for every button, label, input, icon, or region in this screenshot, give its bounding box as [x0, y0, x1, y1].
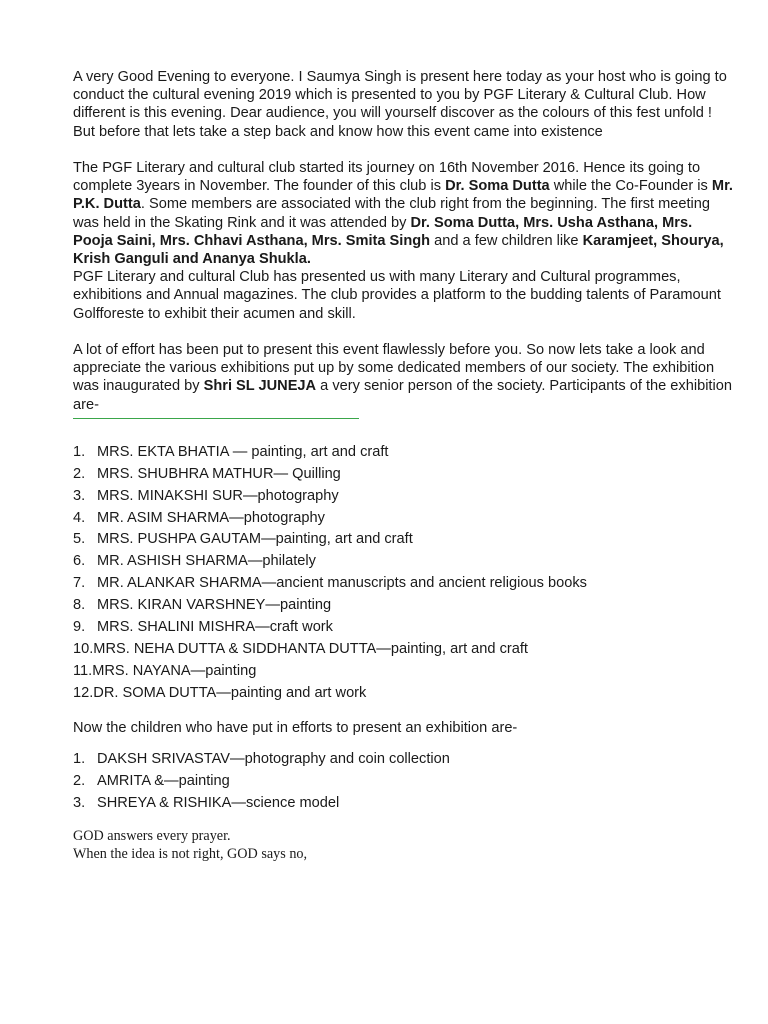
children-names: Karamjeet, Shourya, Krish Ganguli and Ananya Shukla. — [73, 232, 724, 268]
list-item-text: DR. SOMA DUTTA—painting and art work — [93, 684, 367, 701]
cofounder-name: Mr. P.K. Dutta — [73, 178, 733, 213]
history-text-2: while the Co-Founder is — [549, 178, 712, 195]
history-text-4: and a few children like — [430, 232, 583, 249]
list-item-number: 8. — [73, 597, 86, 614]
list-item — [73, 661, 733, 683]
list-item — [73, 442, 733, 464]
exhibition-text-1: A lot of effort has been put to present this event flawlessly before you. So now lets take a look and appreciate the various exhibitions put up by some dedicated members of our society. The exhibition was inaugurated by — [73, 342, 715, 395]
history-text-1: The PGF Literary and cultural club started its journey on 16th November 2016. Hence its going to complete 3years in November. The founder of this club is — [73, 160, 701, 195]
participants-list — [73, 442, 733, 705]
document-page — [73, 68, 733, 863]
list-item-text: MRS. SHUBHRA MATHUR— Quilling — [97, 465, 341, 482]
list-item-text: MRS. NEHA DUTTA & SIDDHANTA DUTTA—painting, art and craft — [93, 640, 528, 657]
list-item-number: 3. — [73, 487, 86, 504]
list-item — [73, 617, 733, 639]
exhibition-text-2: a very senior person of the society. Participants of the exhibition are- — [73, 378, 732, 413]
inaugurator-name: Shri SL JUNEJA — [203, 378, 317, 395]
list-item-text: MRS. MINAKSHI SUR—photography — [97, 487, 339, 504]
list-item-number: 2. — [73, 772, 86, 789]
list-item-number: 6. — [73, 553, 86, 570]
children-exhibitors-list — [73, 749, 733, 815]
list-item — [73, 464, 733, 486]
closing-quote — [73, 828, 733, 863]
list-item-text: MRS. NAYANA—painting — [92, 662, 257, 679]
list-item-number: 4. — [73, 509, 86, 526]
list-item-text: MRS. EKTA BHATIA — painting, art and craft — [97, 443, 389, 460]
list-item-number: 2. — [73, 465, 86, 482]
history-paragraph — [73, 159, 733, 323]
list-item — [73, 639, 733, 661]
list-item-number: 7. — [73, 575, 86, 592]
list-item-number: 10. — [73, 640, 94, 657]
list-item — [73, 551, 733, 573]
list-item — [73, 749, 733, 771]
closing-line-2: When the idea is not right, GOD says no, — [73, 845, 308, 862]
list-item — [73, 595, 733, 617]
list-item-text: MRS. SHALINI MISHRA—craft work — [97, 618, 333, 635]
list-item-text: SHREYA & RISHIKA—science model — [97, 794, 340, 811]
list-item-number: 11. — [73, 662, 93, 679]
list-item-number: 5. — [73, 531, 86, 548]
list-item-text: DAKSH SRIVASTAV—photography and coin collection — [97, 750, 450, 767]
list-item-text: MRS. KIRAN VARSHNEY—painting — [97, 597, 332, 614]
list-item-number: 1. — [73, 443, 86, 460]
history-text-5: PGF Literary and cultural Club has presented us with many Literary and Cultural programmes, exhibitions and Annual magazines. The club provides a platform to the budding talents of Paramount Golfforeste to exhibit their acumen and skill. — [73, 269, 721, 322]
list-item-number: 1. — [73, 750, 86, 767]
intro-paragraph — [73, 68, 733, 141]
list-item — [73, 793, 733, 815]
exhibition-paragraph — [73, 341, 733, 414]
list-item-number: 9. — [73, 618, 86, 635]
list-item-text: AMRITA &—painting — [97, 772, 230, 789]
attendees-names: Dr. Soma Dutta, Mrs. Usha Asthana, Mrs. Pooja Saini, Mrs. Chhavi Asthana, Mrs. Smita Singh — [73, 214, 693, 249]
founder-name: Dr. Soma Dutta — [445, 178, 550, 195]
list-item — [73, 683, 733, 705]
list-item — [73, 573, 733, 595]
intro-text: A very Good Evening to everyone. I Saumya Singh is present here today as your host who is going to conduct the cultural evening 2019 which is presented to you by PGF Literary & Cultural Club. How different is this evening. Dear audience, you will yourself discover as the colours of this fest unfold ! — [73, 69, 727, 122]
history-text-3: . Some members are associated with the club right from the beginning. The first meeting was held in the Skating Rink and it was attended by — [73, 196, 711, 231]
list-item-text: MR. ASIM SHARMA—photography — [97, 509, 325, 526]
closing-line-1: GOD answers every prayer. — [73, 828, 231, 845]
list-item — [73, 508, 733, 530]
list-item — [73, 486, 733, 508]
list-item-text: MR. ASHISH SHARMA—philately — [97, 553, 316, 570]
list-item-number: 12. — [73, 684, 94, 701]
list-item-number: 3. — [73, 794, 86, 811]
list-item-text: MR. ALANKAR SHARMA—ancient manuscripts and ancient religious books — [97, 575, 587, 592]
list-item — [73, 529, 733, 551]
children-intro: Now the children who have put in efforts to present an exhibition are- — [73, 719, 518, 736]
intro-line2: But before that lets take a step back and know how this event came into existence — [73, 123, 603, 140]
list-item-text: MRS. PUSHPA GAUTAM—painting, art and craft — [97, 531, 413, 548]
list-item — [73, 771, 733, 793]
